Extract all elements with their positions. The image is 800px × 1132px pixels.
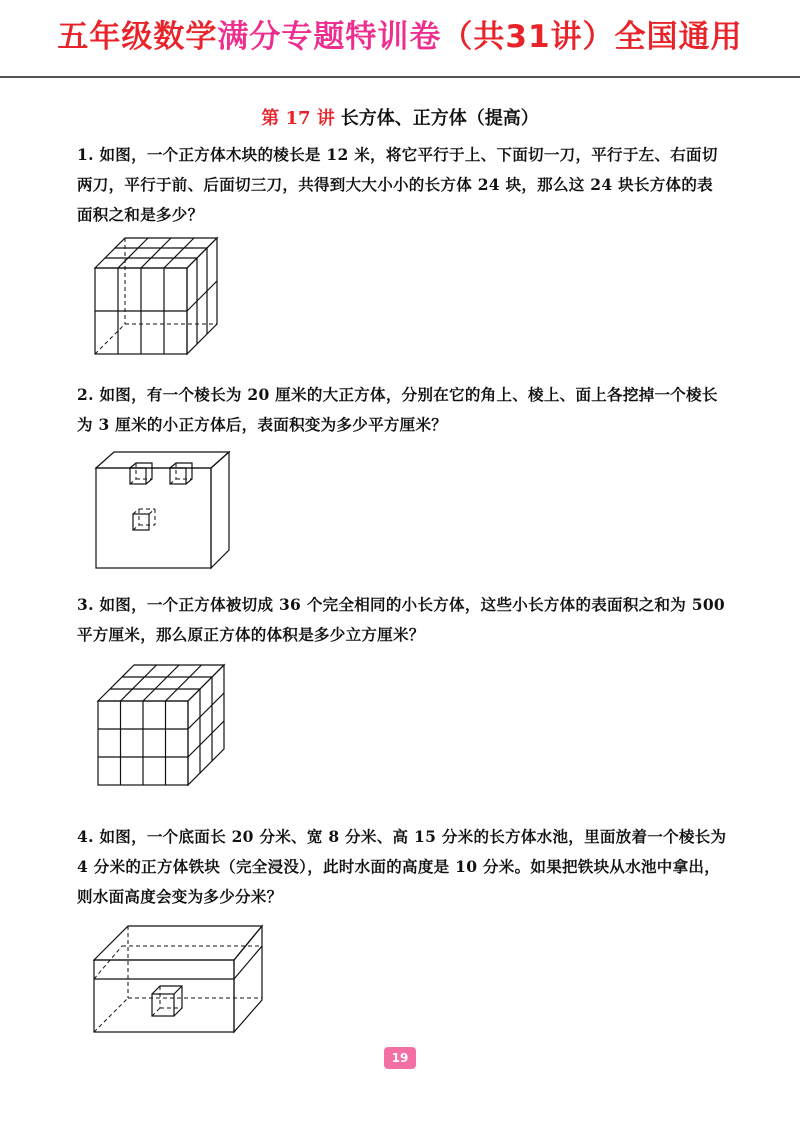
header-divider (0, 76, 800, 78)
figure-cube-cut-pieces (93, 236, 223, 358)
problem-3 (77, 590, 727, 650)
problem-3-text: 3. 如图，一个正方体被切成 36 个完全相同的小长方体，这些小长方体的表面积之和为 500 平方厘米，那么原正方体的体积是多少立方厘米？ (77, 595, 725, 644)
problem-2-text: 2. 如图，有一个棱长为 20 厘米的大正方体，分别在它的角上、棱上、面上各挖掉一个棱长为 3 厘米的小正方体后，表面积变为多少平方厘米？ (77, 385, 718, 434)
figure-cube-36-pieces (96, 663, 226, 787)
document-title: 五年级数学满分专题特训卷（共31讲）全国通用 (57, 19, 743, 55)
problem-2 (77, 380, 727, 440)
problem-4-text: 4. 如图，一个底面长 20 分米、宽 8 分米、高 15 分米的长方体水池，里面放着一个棱长为 4 分米的正方体铁块（完全浸没），此时水面的高度是 10 分米。如果把铁块从水池中拿出，则水面高度会变为多少分米？ (77, 827, 727, 906)
page-number-badge: 19 (384, 1047, 416, 1069)
lesson-number: 第 17 讲 (261, 108, 335, 129)
lesson-name: 长方体、正方体（提高） (340, 108, 539, 129)
problem-1-text: 1. 如图，一个正方体木块的棱长是 12 米，将它平行于上、下面切一刀，平行于左、右面切两刀，平行于前、后面切三刀，共得到大大小小的长方体 24 块，那么这 24 块长方体的表面积之和是多少？ (77, 145, 718, 224)
page-header (0, 0, 800, 74)
problem-4 (77, 822, 727, 912)
figure-water-tank-with-iron-block (92, 924, 264, 1034)
lesson-title (0, 106, 800, 132)
problem-1 (77, 140, 727, 230)
figure-cube-with-holes (93, 450, 233, 570)
